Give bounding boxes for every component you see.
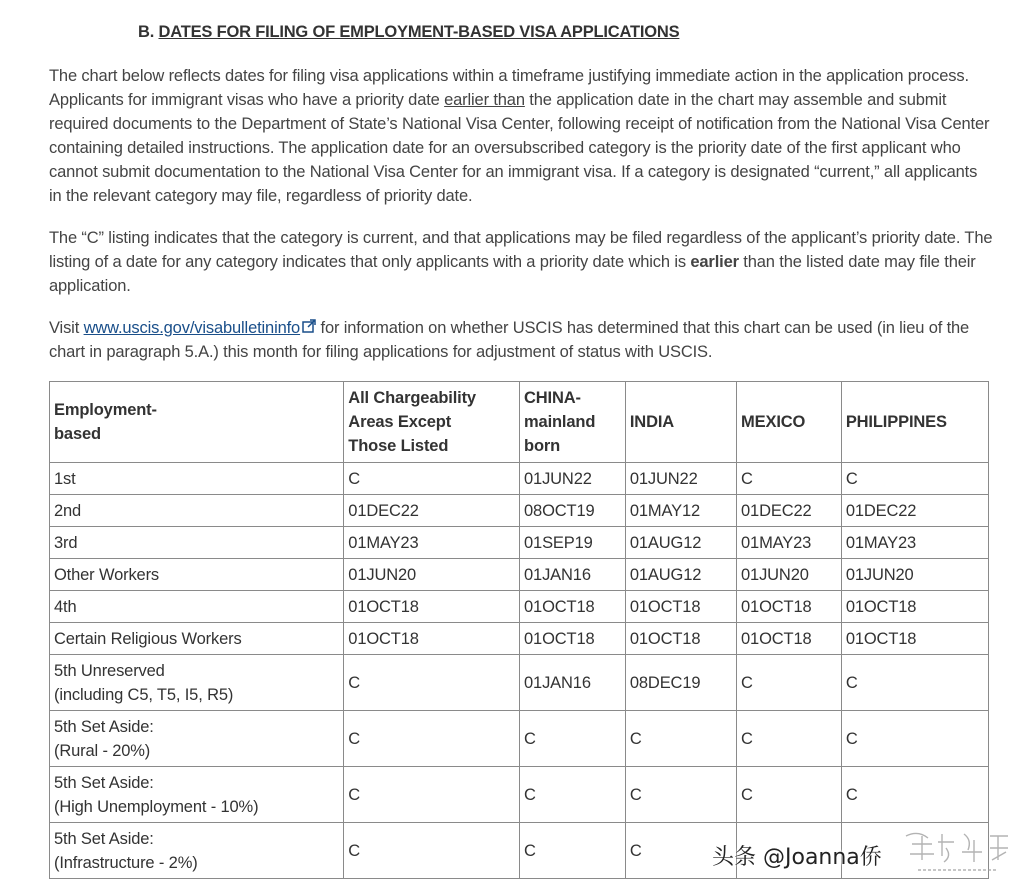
column-header-line: mainland (524, 413, 596, 431)
date-cell: 01OCT18 (737, 591, 842, 623)
date-cell: C (841, 711, 988, 767)
date-cell: C (344, 655, 520, 711)
date-cell: C (520, 823, 626, 879)
date-cell: 01OCT18 (520, 591, 626, 623)
column-header-mexico (737, 382, 842, 463)
category-cell (50, 591, 344, 623)
table-row (50, 495, 989, 527)
column-header-line: Areas Except (348, 413, 452, 431)
date-cell: C (625, 711, 736, 767)
paragraph1-underlined: earlier than (444, 91, 525, 109)
date-cell: 01MAY12 (625, 495, 736, 527)
paragraph-c-listing (49, 226, 994, 298)
date-cell: 01SEP19 (520, 527, 626, 559)
date-cell: 08DEC19 (625, 655, 736, 711)
date-cell: 01JUN20 (344, 559, 520, 591)
date-cell: C (520, 767, 626, 823)
category-cell (50, 559, 344, 591)
external-link-icon[interactable] (302, 316, 316, 340)
table-row (50, 711, 989, 767)
category-cell (50, 823, 344, 879)
section-title: DATES FOR FILING OF EMPLOYMENT-BASED VISA APPLICATIONS (158, 23, 680, 41)
date-cell: 01MAY23 (737, 527, 842, 559)
category-cell (50, 463, 344, 495)
date-cell: C (841, 463, 988, 495)
uscis-link[interactable]: www.uscis.gov/visabulletininfo (83, 319, 301, 337)
watermark-text: 头条 @Joanna侨 (712, 845, 882, 870)
date-cell: 01OCT18 (841, 623, 988, 655)
column-header-all-chargeability-areas-except-those-listed (344, 382, 520, 463)
column-header-line: INDIA (629, 413, 675, 431)
paragraph-filing-chart (49, 64, 994, 208)
category-cell (50, 767, 344, 823)
paragraph2-text-a: The “C” listing indicates that the category is current, and that applications may be filed regardless of the applicant’s priority date. The listing of a date for any category indicates that only applicants with a priority date which is (49, 229, 993, 271)
table-row (50, 623, 989, 655)
category-cell (50, 623, 344, 655)
date-cell: 01JUN20 (841, 559, 988, 591)
table-header-row (50, 382, 989, 463)
date-cell: C (737, 767, 842, 823)
date-cell: C (737, 655, 842, 711)
category-line: (Infrastructure - 2%) (54, 853, 198, 872)
watermark-logo-icon (898, 826, 1016, 880)
column-header-line: CHINA- (524, 389, 581, 407)
column-header-line: MEXICO (741, 413, 806, 431)
date-cell: 01DEC22 (841, 495, 988, 527)
date-cell: 08OCT19 (520, 495, 626, 527)
date-cell: C (344, 823, 520, 879)
table-body (50, 463, 989, 879)
date-cell: 01MAY23 (841, 527, 988, 559)
category-line: (including C5, T5, I5, R5) (54, 685, 234, 704)
date-cell: C (737, 463, 842, 495)
date-cell: C (625, 767, 736, 823)
category-line: 5th Set Aside: (54, 773, 154, 792)
paragraph-uscis (49, 316, 994, 364)
category-line: 3rd (54, 533, 78, 552)
category-cell (50, 527, 344, 559)
category-line: 2nd (54, 501, 82, 520)
date-cell: 01OCT18 (841, 591, 988, 623)
paragraph1-text-a: The chart below reflects dates for filing visa applications within a timeframe justifying immediate action in the application process. Applicants for immigrant visas who have a priority date (49, 67, 969, 109)
date-cell: 01JUN20 (737, 559, 842, 591)
date-cell: C (737, 711, 842, 767)
date-cell: 01OCT18 (344, 623, 520, 655)
column-header-line: Employment- (54, 401, 157, 419)
paragraph1-text-b: the application date in the chart may assemble and submit required documents to the Department of State’s National Visa Center, following receipt of notification from the National Visa Center containing detailed instructions. The application date for an oversubscribed category is the priority date of the first applicant who cannot submit documentation to the National Visa Center for an immigrant visa. If a category is designated “current,” all applicants in the relevant category may file, regardless of priority date. (49, 91, 990, 205)
column-header-line: Those Listed (348, 437, 449, 455)
category-line: 5th Unreserved (54, 661, 165, 680)
date-cell: 01OCT18 (520, 623, 626, 655)
category-cell (50, 655, 344, 711)
date-cell: 01MAY23 (344, 527, 520, 559)
section-letter: B. (138, 23, 155, 41)
date-cell: 01OCT18 (344, 591, 520, 623)
table-row (50, 559, 989, 591)
date-cell: C (344, 463, 520, 495)
category-line: 1st (54, 469, 76, 488)
paragraph2-bold: earlier (690, 253, 739, 271)
date-cell: 01AUG12 (625, 527, 736, 559)
date-cell: C (841, 655, 988, 711)
date-cell: C (344, 711, 520, 767)
column-header-line: born (524, 437, 561, 455)
table-row (50, 591, 989, 623)
column-header-line: PHILIPPINES (845, 413, 947, 431)
date-cell: 01DEC22 (737, 495, 842, 527)
category-line: Certain Religious Workers (54, 629, 242, 648)
date-cell: 01AUG12 (625, 559, 736, 591)
category-cell (50, 711, 344, 767)
category-line: (High Unemployment - 10%) (54, 797, 259, 816)
category-line: Other Workers (54, 565, 160, 584)
section-heading (138, 23, 679, 42)
column-header-line: based (54, 425, 101, 443)
column-header-line: All Chargeability (348, 389, 476, 407)
date-cell: C (520, 711, 626, 767)
paragraph2-text-b: than the listed date may file their application. (49, 253, 976, 295)
category-line: 5th Set Aside: (54, 717, 154, 736)
date-cell: 01DEC22 (344, 495, 520, 527)
filing-dates-table (49, 381, 989, 879)
date-cell: 01OCT18 (625, 591, 736, 623)
category-line: 4th (54, 597, 77, 616)
paragraph3-prefix: Visit (49, 319, 84, 337)
column-header-india (625, 382, 736, 463)
column-header-employment-based (50, 382, 344, 463)
column-header-china-mainland-born (520, 382, 626, 463)
table-row (50, 463, 989, 495)
date-cell: C (625, 823, 736, 879)
category-line: (Rural - 20%) (54, 741, 151, 760)
date-cell: 01OCT18 (625, 623, 736, 655)
date-cell: 01OCT18 (737, 623, 842, 655)
paragraph3-suffix: for information on whether USCIS has determined that this chart can be used (in lieu of the chart in paragraph 5.A.) this month for filing applications for adjustment of status with USCIS. (49, 319, 970, 361)
category-line: 5th Set Aside: (54, 829, 154, 848)
date-cell: C (841, 767, 988, 823)
date-cell: 01JAN16 (520, 655, 626, 711)
column-header-philippines (841, 382, 988, 463)
table-row (50, 655, 989, 711)
date-cell: 01JAN16 (520, 559, 626, 591)
date-cell: 01JUN22 (520, 463, 626, 495)
table-row (50, 527, 989, 559)
date-cell: C (344, 767, 520, 823)
date-cell: 01JUN22 (625, 463, 736, 495)
table-row (50, 767, 989, 823)
category-cell (50, 495, 344, 527)
